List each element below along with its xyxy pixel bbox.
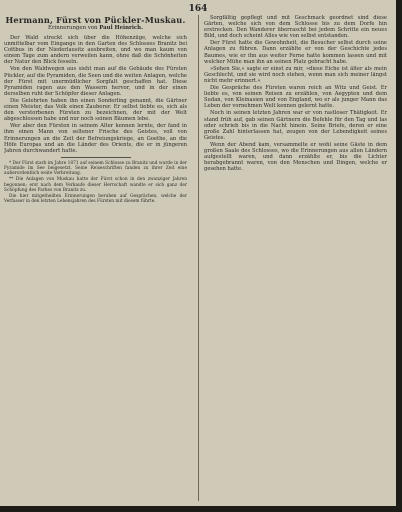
body-paragraph: Der Fürst hatte die Gewohnheit, die Besucher selbst durch seine Anlagen zu führen. Dann erzählte er von der Geschichte jedes Baumes, wie er ihn aus weiter Ferne hatte kommen lassen und mit welcher Mühe man ihn an seinen Platz gebracht habe. xyxy=(204,40,387,65)
scan-edge-bottom xyxy=(0,506,402,512)
footnote: Die hier mitgetheilten Erinnerungen beruhen auf Gesprächen, welche der Verfasser in den letzten Lebensjahren des Fürsten mit diesem führte. xyxy=(4,194,187,205)
scan-edge-right xyxy=(396,0,402,512)
body-paragraph: Wenn der Abend kam, versammelte er wohl seine Gäste in dem großen Saale des Schlosses, wo die Erinnerungen aus allen Ländern aufgestellt waren, und dann erzählte er, bis die Lichter herabgebrannt waren, von den Menschen und Dingen, welche er gesehen hatte. xyxy=(204,141,387,173)
right-column xyxy=(204,15,387,501)
byline-prefix: Erinnerungen von xyxy=(48,25,98,31)
body-paragraph: Wer aber den Fürsten in seinem Alter kennen lernte, der fand in ihm einen Mann von seltener Frische des Geistes, voll von Erinnerungen an die Zeit der Befreiungskriege, an Goethe, an die Höfe Europas und an die Länder des Orients, die er in jüngeren Jahren durchwandert hatte. xyxy=(4,123,187,154)
page-number: 164 xyxy=(188,4,208,14)
article-title: Hermann, Fürst von Pückler-Muskau. xyxy=(5,15,186,25)
body-paragraph: Von den Waldwegen aus sieht man auf die Gebäude des Fürsten Pückler, auf die Pyramiden, die Seen und die weiten Anlagen, welche der Fürst mit unermüdlicher Sorgfalt geschaffen hat. Diese Pyramiden ragen aus den Wassern hervor, und in der einen derselben ruht der Schöpfer dieser Anlagen. xyxy=(4,66,187,97)
footnote-divider xyxy=(61,157,131,158)
body-paragraph: »Sehen Sie,« sagte er einst zu mir, »diese Eiche ist älter als mein Geschlecht, und sie wird noch stehen, wenn man sich meiner längst nicht mehr erinnert.« xyxy=(204,65,387,84)
left-column xyxy=(4,15,187,501)
byline-author: Paul Heinrich. xyxy=(99,25,143,31)
body-paragraph: Noch in seinen letzten Jahren war er von rastloser Thätigkeit. Er stand früh auf, gab seinen Gärtnern die Befehle für den Tag und las oder schrieb bis in die Nacht hinein. Seine Briefe, deren er eine große Zahl hinterlassen hat, zeugen von der Lebendigkeit seines Geistes. xyxy=(204,110,387,141)
column-rule xyxy=(198,15,199,501)
body-paragraph: Sorgfältig gepflegt und mit Geschmack geordnet sind diese Gärten, welche sich von dem Schlosse bis zu dem Dorfe hin erstrecken. Den Wanderer überrascht bei jedem Schritte ein neues Bild, und doch scheint Alles wie von selbst entstanden. xyxy=(204,15,387,40)
article-byline xyxy=(4,25,187,32)
body-paragraph: Der Wald streckt sich über die Höhenzüge, welche sich unmittelbar vom Eingange in den Garten des Schlosses Branitz bei Cottbus in der Niederlausitz ausbreiten, und wo man kaum von einem Tage zum andern verweilen kann, ohne daß die Schönheiten der Natur den Blick fesseln. xyxy=(4,35,187,66)
body-paragraph: Die Gelehrten haben ihn einen Sonderling genannt, die Gärtner einen Meister, das Volk einen Zauberer. Er selbst liebte es, sich als den verstorbenen Fürsten zu bezeichnen, der mit der Welt abgeschlossen habe und nur noch seinen Bäumen lebe. xyxy=(4,97,187,123)
body-paragraph: Die Gespräche des Fürsten waren reich an Witz und Geist. Er liebte es, von seinen Reisen zu erzählen, von Aegypten und dem Sudan, von Kleinasien und von England, wo er als junger Mann das Leben der vornehmen Welt kennen gelernt hatte. xyxy=(204,85,387,110)
footnote: * Der Fürst starb im Jahre 1871 auf seinem Schlosse zu Branitz und wurde in der Pyramide im See beigesetzt. Seine Reiseschriften fanden zu ihrer Zeit eine außerordentlich weite Verbreitung. xyxy=(4,160,187,177)
footnote: ** Die Anlagen von Muskau hatte der Fürst schon in den zwanziger Jahren begonnen; erst nach dem Verkaufe dieser Herrschaft wandte er sich ganz der Schöpfung des Parkes von Branitz zu. xyxy=(4,177,187,193)
